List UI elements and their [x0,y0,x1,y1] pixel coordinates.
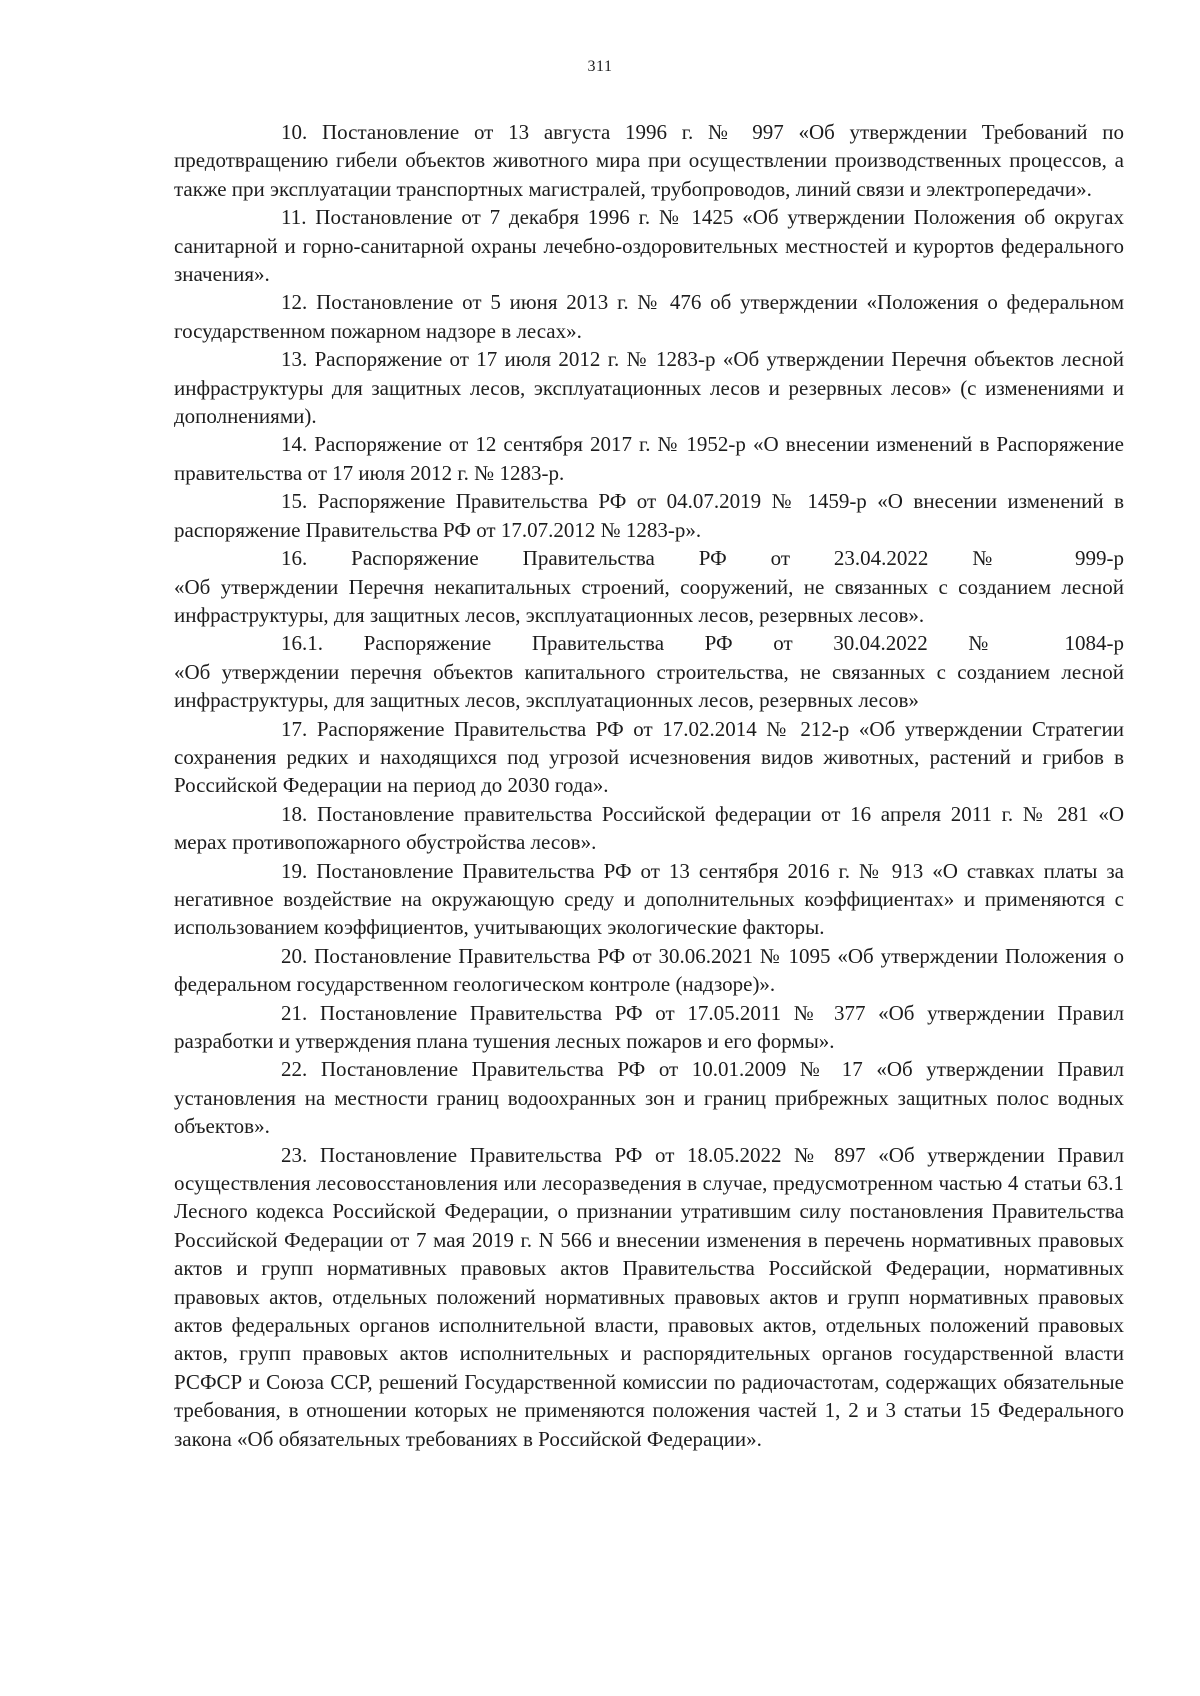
list-item-18: 18. Постановление правительства Российской федерации от 16 апреля 2011 г. № 281 «О мерах противопожарного обустройства лесов». [174,801,1124,855]
list-item-10: 10. Постановление от 13 августа 1996 г. № 997 «Об утверждении Требований по предотвращению гибели объектов животного мира при осуществлении производственных процессов, а также при эксплуатации транспортных магистралей, трубопроводов, линий связи и электропередачи». [174,120,1124,201]
list-item-23: 23. Постановление Правительства РФ от 18.05.2022 № 897 «Об утверждении Правил осуществления лесовосстановления или лесоразведения в случае, предусмотренном частью 4 статьи 63.1 Лесного кодекса Российской Федерации, о признании утратившим силу постановления Правительства Российской Федерации от 7 мая 2019 г. N 566 и внесении изменения в перечень нормативных правовых актов и групп нормативных правовых актов Правительства Российской Федерации, нормативных правовых актов, отдельных положений нормативных правовых актов и групп нормативных правовых актов федеральных органов исполнительной власти, правовых актов, отдельных положений правовых актов, групп правовых актов исполнительных и распорядительных органов государственной власти РСФСР и Союза ССР, решений Государственной комиссии по радиочастотам, содержащих обязательные требования, в отношении которых не применяются положения частей 1, 2 и 3 статьи 15 Федерального закона «Об обязательных требованиях в Российской Федерации». [174,1142,1124,1451]
list-item-22: 22. Постановление Правительства РФ от 10.01.2009 № 17 «Об утверждении Правил установления на местности границ водоохранных зон и границ прибрежных защитных полос водных объектов». [174,1057,1124,1139]
list-item-20: 20. Постановление Правительства РФ от 30.06.2021 № 1095 «Об утверждении Положения о федеральном государственном геологическом контроле (надзоре)». [174,943,1124,997]
list-item-16 [174,544,1124,629]
list-item-14: 14. Распоряжение от 12 сентября 2017 г. № 1952-р «О внесении изменений в Распоряжение правительства от 17 июля 2012 г. № 1283-р. [174,432,1124,485]
list-item-13: 13. Распоряжение от 17 июля 2012 г. № 1283-р «Об утверждении Перечня объектов лесной инфраструктуры для защитных лесов, эксплуатационных лесов и резервных лесов» (с изменениями и дополнениями). [174,347,1124,429]
list-item-11: 11. Постановление от 7 декабря 1996 г. № 1425 «Об утверждении Положения об округах санитарной и горно-санитарной охраны лечебно-оздоровительных местностей и курортов федерального значения». [174,205,1124,287]
list-item-16-body: «Об утверждении Перечня некапитальных строений, сооружений, не связанных с созданием лесной инфраструктуры, для защитных лесов, эксплуатационных лесов, резервных лесов». [174,574,1124,627]
list-item-15: 15. Распоряжение Правительства РФ от 04.07.2019 № 1459-р «О внесении изменений в распоряжение Правительства РФ от 17.07.2012 № 1283-р». [174,489,1124,542]
list-item-21: 21. Постановление Правительства РФ от 17.05.2011 № 377 «Об утверждении Правил разработки и утверждения плана тушения лесных пожаров и его формы». [174,1000,1124,1053]
document-body [174,118,1124,1453]
list-item-16-heading: 16. Распоряжение Правительства РФ от 23.04.2022 № 999-р [281,546,1124,571]
list-item-19: 19. Постановление Правительства РФ от 13 сентября 2016 г. № 913 «О ставках платы за негативное воздействие на окружающую среду и дополнительных коэффициентах» и применяются с использованием коэффициентов, учитывающих экологические факторы. [174,858,1124,940]
list-item-17: 17. Распоряжение Правительства РФ от 17.02.2014 № 212-р «Об утверждении Стратегии сохранения редких и находящихся под угрозой исчезновения видов животных, растений и грибов в Российской Федерации на период до 2030 года». [174,716,1124,798]
list-item-16-1-body: «Об утверждении перечня объектов капитального строительства, не связанных с созданием лесной инфраструктуры, для защитных лесов, эксплуатационных лесов, резервных лесов» [174,659,1124,713]
list-item-16-1 [174,629,1124,714]
list-item-12: 12. Постановление от 5 июня 2013 г. № 476 об утверждении «Положения о федеральном государственном пожарном надзоре в лесах». [174,290,1124,343]
list-item-16-1-heading: 16.1. Распоряжение Правительства РФ от 30.04.2022 № 1084-р [281,631,1124,656]
page-number: 311 [587,58,613,75]
